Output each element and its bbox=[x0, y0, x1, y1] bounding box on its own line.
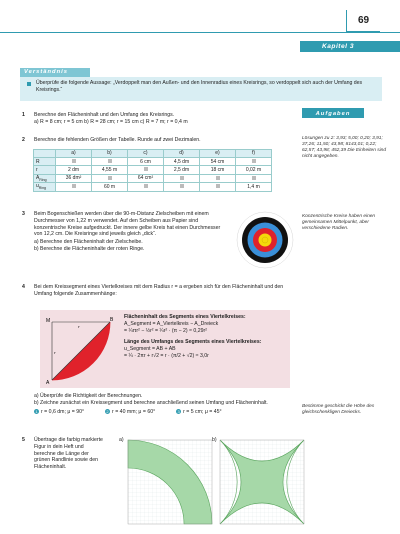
task-number: 1 bbox=[22, 112, 25, 118]
task-text: Beim Bogenschießen werden über die 90-m-Distanz Zielscheiben mit einem Durchmesser von 1,22 m verwendet. Auf den Scheiben aus Papier sind konzentrische Kreise aufgedruckt. Der innere gelbe Kreis hat einen Durchmesser von 12,2 cm. Die Kreisringe sind jeweils gleich „dick“. bbox=[34, 211, 221, 238]
option-3: r = 5 cm; μ = 45° bbox=[183, 408, 222, 415]
table-cell bbox=[128, 166, 164, 174]
bullet-icon bbox=[27, 82, 31, 86]
header-rule bbox=[0, 32, 400, 33]
archery-target-image bbox=[236, 211, 294, 269]
figure-a bbox=[128, 440, 212, 524]
task-number: 5 bbox=[22, 437, 25, 443]
figure-b bbox=[220, 440, 304, 524]
table-cell bbox=[200, 183, 236, 192]
chapter-label: Kapitel 3 bbox=[300, 41, 400, 52]
row-label: $A_{Ring}$ bbox=[34, 174, 56, 183]
label-r: r bbox=[54, 350, 56, 355]
row-label: r bbox=[34, 166, 56, 174]
row-label: R bbox=[34, 158, 56, 166]
table-header: b) bbox=[92, 150, 128, 158]
table-header bbox=[34, 150, 56, 158]
option-number: 1 bbox=[35, 408, 38, 414]
option-number: 2 bbox=[106, 408, 109, 414]
table-row bbox=[34, 166, 272, 174]
task-text: Übertrage die farbig markierte Figur in dein Heft und berechne die Länge der grünen Randlinie sowie den Flächeninhalt. bbox=[34, 437, 103, 470]
task-part-b: b) Berechne die Flächeninhalte der roten Ringe. bbox=[34, 245, 145, 252]
table-cell bbox=[56, 158, 92, 166]
option-2: r = 40 mm; μ = 60° bbox=[112, 408, 156, 415]
table-cell bbox=[200, 174, 236, 183]
formula-area: A_Segment = A_Viertelkreis − A_Dreieck bbox=[124, 320, 219, 327]
box-title-area: Flächeninhalt des Segments eines Viertelkreises: bbox=[124, 314, 246, 320]
task-part-b: b) Zeichne zunächst ein Kreissegment und berechne anschließend seinen Umfang und Flächeninhalt. bbox=[34, 399, 268, 406]
side-note-2: Lösungen zu 2: 3,93; 5,00; 0,20; 3,91; 37,26; 11,50; 43,98; 8143,01; 0,22; 62,57; 43,98; 452,39 Die Einheiten sind nicht angegeben. bbox=[302, 136, 387, 159]
table-header: c) bbox=[128, 150, 164, 158]
verstaendnis-heading: Verständnis bbox=[20, 68, 90, 77]
table-cell: 18 cm bbox=[200, 166, 236, 174]
table-row bbox=[34, 183, 272, 192]
side-note-3: Konzentrische Kreise haben einen gemeinsamen Mittelpunkt, aber verschiedene Radien. bbox=[302, 214, 376, 231]
table-cell: 0,02 m bbox=[236, 166, 272, 174]
task-number: 3 bbox=[22, 211, 25, 217]
task-number: 4 bbox=[22, 284, 25, 290]
table-cell bbox=[236, 158, 272, 166]
figure-b-label: b) bbox=[212, 437, 217, 443]
values-table bbox=[33, 149, 272, 192]
task-text: Berechne die fehlenden Größen der Tabelle. Runde auf zwei Dezimalen. bbox=[34, 137, 201, 143]
label-A: A bbox=[46, 380, 50, 386]
verstaendnis-statement: Überprüfe die folgende Aussage: „Verdoppelt man den Außen- und den Innenradius eines Kreisrings, so verdoppelt sich auch der Umfang des Kreisrings.“ bbox=[36, 80, 363, 93]
side-note-4: Bestimme geschickt die Höhe des gleichschenkligen Dreiecks. bbox=[302, 404, 375, 415]
option-number: 3 bbox=[177, 408, 180, 414]
aufgaben-label: Aufgaben bbox=[302, 108, 364, 118]
formula-perimeter: u_Segment = AB + AB bbox=[124, 346, 176, 352]
segment-diagram bbox=[44, 314, 112, 386]
verstaendnis-box bbox=[20, 77, 382, 101]
table-cell: 36 dm² bbox=[56, 174, 92, 183]
table-cell: 1,4 m bbox=[236, 183, 272, 192]
box-title-perimeter: Länge des Umfangs des Segments eines Viertelkreises: bbox=[124, 339, 262, 346]
task-number: 2 bbox=[22, 137, 25, 143]
figure-a-label: a) bbox=[119, 437, 124, 443]
label-M: M bbox=[46, 318, 51, 324]
task-part-a: a) Überprüfe die Richtigkeit der Berechnungen. bbox=[34, 393, 143, 399]
label-B: B bbox=[110, 317, 114, 323]
table-cell: 60 m bbox=[92, 183, 128, 192]
table-cell bbox=[164, 183, 200, 192]
table-row bbox=[34, 174, 272, 183]
table-cell: 4,5 dm bbox=[164, 158, 200, 166]
task-part-a: a) Berechne den Flächeninhalt der Zielscheibe. bbox=[34, 239, 143, 245]
table-cell: 2 dm bbox=[56, 166, 92, 174]
table-cell bbox=[164, 174, 200, 183]
table-cell: 54 cm bbox=[200, 158, 236, 166]
table-cell bbox=[56, 183, 92, 192]
table-cell: 4,55 m bbox=[92, 166, 128, 174]
table-cell: 6 cm bbox=[128, 158, 164, 166]
table-header: a) bbox=[56, 150, 92, 158]
task-text: Bei dem Kreissegment eines Viertelkreises mit dem Radius r = a ergeben sich für den Flächeninhalt und den Umfang folgende Zusammenhänge: bbox=[34, 284, 284, 297]
task-parts: a) R = 8 cm; r = 5 cm b) R = 28 cm; r = 15 cm c) R = 7 m; r = 0,4 m bbox=[34, 118, 188, 125]
table-header: f) bbox=[236, 150, 272, 158]
label-r: r bbox=[78, 324, 80, 329]
table-cell bbox=[92, 158, 128, 166]
table-header: e) bbox=[200, 150, 236, 158]
table-cell: 64 cm² bbox=[128, 174, 164, 183]
table-cell bbox=[128, 183, 164, 192]
page-number: 69 bbox=[346, 10, 380, 32]
table-header: d) bbox=[164, 150, 200, 158]
formula-box bbox=[40, 310, 290, 388]
task-text: Berechne den Flächeninhalt und den Umfang des Kreisrings. bbox=[34, 112, 175, 118]
formula-area-2: = ¼πr² − ½r² = ¼r² · (π − 2) ≈ 0,29r² bbox=[124, 327, 207, 334]
formula-perimeter-2: = ¼ · 2πr + r√2 = r · (π/2 + √2) ≈ 3,0r bbox=[124, 352, 209, 359]
table-row bbox=[34, 158, 272, 166]
table-cell bbox=[236, 174, 272, 183]
table-cell bbox=[92, 174, 128, 183]
option-1: r = 0,6 dm; μ = 90° bbox=[41, 408, 85, 415]
row-label: $u_{Ring}$ bbox=[34, 183, 56, 192]
table-cell: 2,5 dm bbox=[164, 166, 200, 174]
